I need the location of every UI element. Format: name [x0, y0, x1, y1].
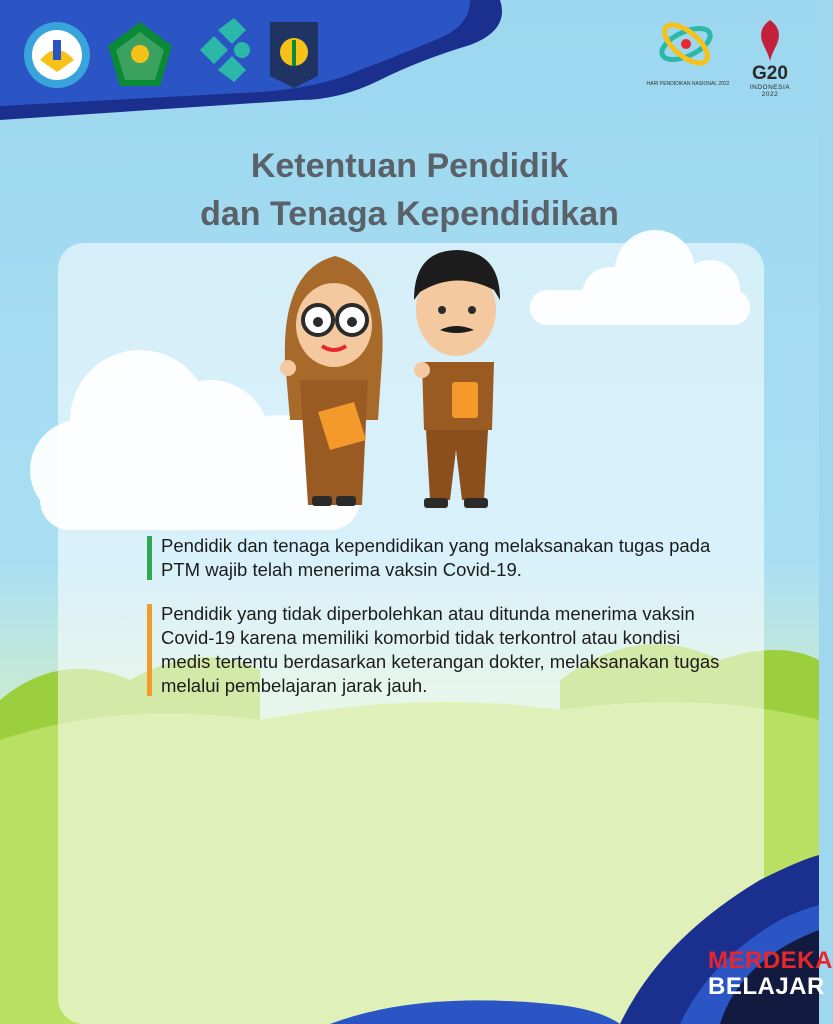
- female-teacher: [280, 256, 383, 506]
- point-2-text: Pendidik yang tidak diperbolehkan atau ditunda menerima vaksin Covid-19 karena memiliki komorbid tidak terkontrol atau kondisi medis tertentu berdasarkan keterangan dokter, melaksanakan tugas melalui pembelajaran jarak jauh.: [161, 603, 720, 696]
- g20-year: 2022: [761, 91, 779, 98]
- hardiknas-label: HARI PENDIDIKAN NASIONAL 2022: [646, 81, 730, 87]
- point-1-bar: [147, 536, 152, 580]
- point-2: [147, 602, 721, 698]
- g20-sub: INDONESIA: [749, 84, 791, 91]
- point-2-bar: [147, 604, 152, 696]
- point-1: [147, 534, 721, 582]
- male-teacher: [414, 250, 500, 508]
- point-1-text: Pendidik dan tenaga kependidikan yang melaksanakan tugas pada PTM wajib telah menerima vaksin Covid-19.: [161, 535, 711, 580]
- merdeka-belajar-badge: [708, 947, 833, 1000]
- title-line-2: dan Tenaga Kependidikan: [200, 195, 619, 233]
- title-line-1: Ketentuan Pendidik: [250, 147, 569, 185]
- badge-line-1: MERDEKA: [708, 947, 833, 974]
- badge-line-2: BELAJAR: [708, 973, 825, 1000]
- g20-text: G20: [752, 63, 788, 84]
